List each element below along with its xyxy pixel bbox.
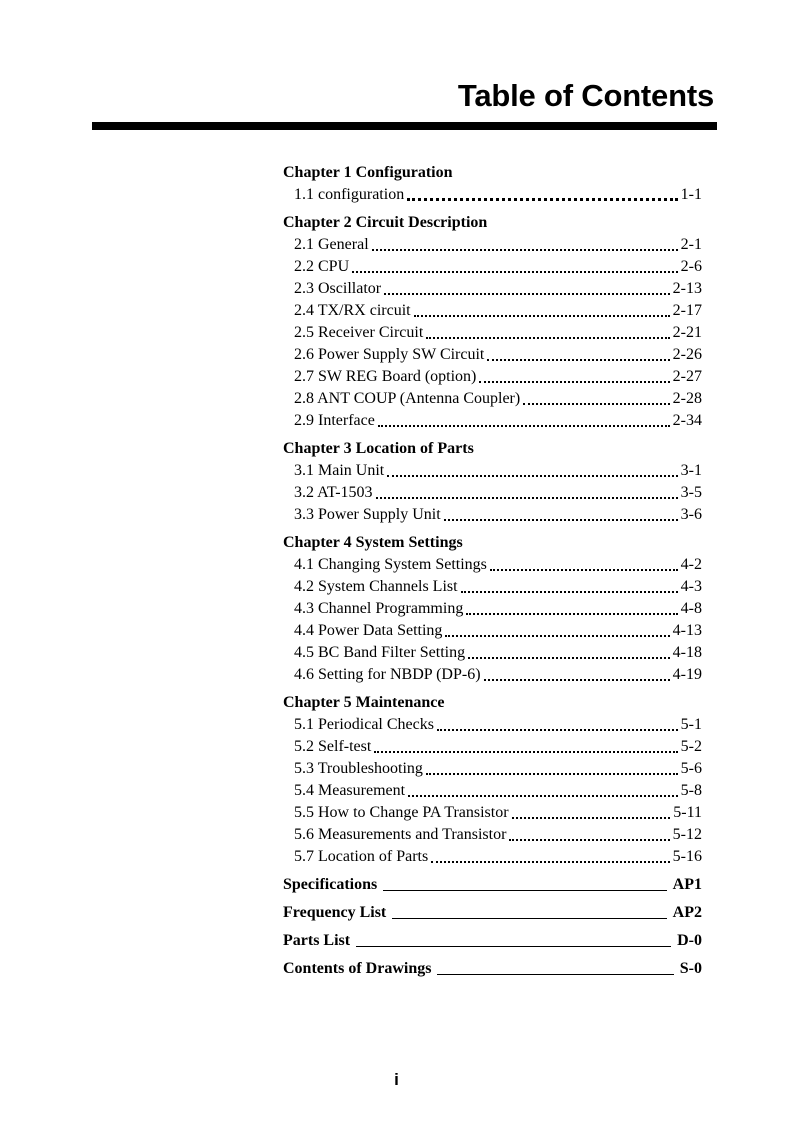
toc-entry-page: 2-21 <box>672 324 702 341</box>
dot-leader <box>426 772 678 775</box>
toc-entry-page: 4-19 <box>672 666 702 683</box>
toc-entry-label: 2.9 Interface <box>294 412 375 429</box>
dot-leader <box>384 292 670 295</box>
dot-leader <box>352 270 678 273</box>
toc-entry-label: 2.4 TX/RX circuit <box>294 302 411 319</box>
toc-entry-label: 3.2 AT-1503 <box>294 484 373 501</box>
dot-leader <box>523 402 669 405</box>
toc-entry-label: 3.3 Power Supply Unit <box>294 506 441 523</box>
toc-entry[interactable] <box>294 234 702 256</box>
toc-entry-label: 5.7 Location of Parts <box>294 848 429 865</box>
toc-entry[interactable] <box>294 758 702 780</box>
dot-leader <box>461 590 678 593</box>
toc-entry-label: 2.3 Oscillator <box>294 280 382 297</box>
chapter-title[interactable]: Chapter 4 System Settings <box>283 534 463 551</box>
toc-entry-page: 4-3 <box>680 578 702 595</box>
dot-leader <box>466 612 677 615</box>
toc-entry-page: 2-34 <box>672 412 702 429</box>
toc-entry[interactable] <box>294 278 702 300</box>
toc-entry-page: 3-1 <box>680 462 702 479</box>
dot-leader <box>408 794 678 797</box>
dot-leader <box>407 197 677 201</box>
toc-entry-page: 4-2 <box>680 556 702 573</box>
toc-entry[interactable] <box>294 576 702 598</box>
toc-entry[interactable] <box>294 554 702 576</box>
appendix-page: AP2 <box>672 904 702 921</box>
toc-entry-page: 2-28 <box>672 390 702 407</box>
dot-leader <box>509 838 669 841</box>
appendix-page: AP1 <box>672 876 702 893</box>
toc-entry-page: 5-6 <box>680 760 702 777</box>
toc-entry-label: 2.5 Receiver Circuit <box>294 324 424 341</box>
toc-entry[interactable] <box>294 460 702 482</box>
title-rule <box>92 122 717 130</box>
chapter-title[interactable]: Chapter 5 Maintenance <box>283 694 445 711</box>
dot-leader <box>468 656 670 659</box>
toc-entry-label: 4.4 Power Data Setting <box>294 622 443 639</box>
appendix-label: Frequency List <box>283 904 387 921</box>
toc-entry-page: 5-2 <box>680 738 702 755</box>
toc-entry-page: 5-16 <box>672 848 702 865</box>
toc-entry[interactable] <box>294 824 702 846</box>
underline-leader <box>392 918 666 919</box>
dot-leader <box>387 474 677 477</box>
underline-leader <box>383 890 666 891</box>
toc-entry[interactable] <box>294 410 702 432</box>
dot-leader <box>376 496 678 499</box>
toc-entry-label: 1.1 configuration <box>294 186 405 203</box>
toc-entry-label: 4.6 Setting for NBDP (DP-6) <box>294 666 481 683</box>
toc-entry-label: 5.1 Periodical Checks <box>294 716 434 733</box>
toc-entry-label: 4.3 Channel Programming <box>294 600 464 617</box>
toc-entry-page: 2-6 <box>680 258 702 275</box>
toc-entry[interactable] <box>294 504 702 526</box>
toc-entry[interactable] <box>294 846 702 868</box>
toc-entry[interactable] <box>294 256 702 278</box>
toc-entry-page: 4-8 <box>680 600 702 617</box>
toc-entry-label: 2.1 General <box>294 236 369 253</box>
toc-entry[interactable] <box>294 322 702 344</box>
chapter-3 <box>283 438 712 526</box>
chapter-title[interactable]: Chapter 2 Circuit Description <box>283 214 488 231</box>
dot-leader <box>487 358 669 361</box>
dot-leader <box>414 314 670 317</box>
underline-leader <box>437 974 673 975</box>
toc-entry-label: 2.7 SW REG Board (option) <box>294 368 477 385</box>
appendix-entry[interactable] <box>283 902 702 924</box>
toc-entry-label: 2.8 ANT COUP (Antenna Coupler) <box>294 390 521 407</box>
dot-leader <box>374 750 677 753</box>
appendix-label: Parts List <box>283 932 351 949</box>
toc-entry-label: 4.1 Changing System Settings <box>294 556 487 573</box>
appendix-page: S-0 <box>679 960 702 977</box>
dot-leader <box>378 424 670 427</box>
toc-entry[interactable] <box>294 802 702 824</box>
chapter-1 <box>283 162 712 206</box>
toc-entry-page: 3-6 <box>680 506 702 523</box>
toc-entry-label: 2.6 Power Supply SW Circuit <box>294 346 485 363</box>
toc-entry-page: 3-5 <box>680 484 702 501</box>
toc-entry-page: 2-27 <box>672 368 702 385</box>
toc-entry-label: 4.5 BC Band Filter Setting <box>294 644 466 661</box>
dot-leader <box>490 568 678 571</box>
toc-entry-page: 2-26 <box>672 346 702 363</box>
dot-leader <box>372 248 678 251</box>
toc-entry-label: 5.4 Measurement <box>294 782 406 799</box>
toc-entry-page: 5-8 <box>680 782 702 799</box>
dot-leader <box>437 728 678 731</box>
toc-entry[interactable] <box>294 300 702 322</box>
chapter-title[interactable]: Chapter 3 Location of Parts <box>283 440 474 457</box>
toc-entry[interactable] <box>294 344 702 366</box>
dot-leader <box>479 380 669 383</box>
appendix-label: Contents of Drawings <box>283 960 432 977</box>
toc-entry-page: 4-18 <box>672 644 702 661</box>
underline-leader <box>356 946 671 947</box>
toc-entry-label: 5.6 Measurements and Transistor <box>294 826 507 843</box>
page-number: i <box>394 1070 399 1089</box>
chapter-4 <box>283 532 712 686</box>
appendix-entry[interactable] <box>283 874 702 896</box>
toc-entry-label: 3.1 Main Unit <box>294 462 385 479</box>
toc-entry-label: 2.2 CPU <box>294 258 350 275</box>
dot-leader <box>512 816 671 819</box>
toc-entry-page: 1-1 <box>680 186 702 203</box>
toc-entry-label: 5.2 Self-test <box>294 738 372 755</box>
toc-entry[interactable] <box>294 664 702 686</box>
appendix-label: Specifications <box>283 876 378 893</box>
page-title: Table of Contents <box>457 78 714 113</box>
appendix-page: D-0 <box>677 932 702 949</box>
toc-entry-page: 5-1 <box>680 716 702 733</box>
toc-entry[interactable] <box>294 736 702 758</box>
chapter-5 <box>283 692 712 868</box>
toc-entry[interactable] <box>294 620 702 642</box>
appendix-entry[interactable] <box>283 958 702 980</box>
toc-list <box>283 162 712 986</box>
toc-entry-page: 2-17 <box>672 302 702 319</box>
chapter-2 <box>283 212 712 432</box>
dot-leader <box>426 336 669 339</box>
toc-entry[interactable] <box>294 482 702 504</box>
toc-entry[interactable] <box>294 780 702 802</box>
dot-leader <box>445 634 669 637</box>
toc-entry-page: 4-13 <box>672 622 702 639</box>
toc-entry[interactable] <box>294 714 702 736</box>
toc-entry-page: 2-13 <box>672 280 702 297</box>
toc-entry-label: 4.2 System Channels List <box>294 578 458 595</box>
toc-entry-page: 5-11 <box>673 804 702 821</box>
toc-entry[interactable] <box>294 598 702 620</box>
dot-leader <box>444 518 678 521</box>
appendix-entry[interactable] <box>283 930 702 952</box>
toc-entry-label: 5.5 How to Change PA Transistor <box>294 804 509 821</box>
toc-entry[interactable] <box>294 366 702 388</box>
toc-entry-label: 5.3 Troubleshooting <box>294 760 423 777</box>
toc-entry-page: 5-12 <box>672 826 702 843</box>
dot-leader <box>431 860 669 863</box>
toc-entry[interactable] <box>294 642 702 664</box>
chapter-title[interactable]: Chapter 1 Configuration <box>283 164 453 181</box>
dot-leader <box>484 678 670 681</box>
toc-entry[interactable] <box>294 184 702 206</box>
toc-entry-page: 2-1 <box>680 236 702 253</box>
toc-entry[interactable] <box>294 388 702 410</box>
